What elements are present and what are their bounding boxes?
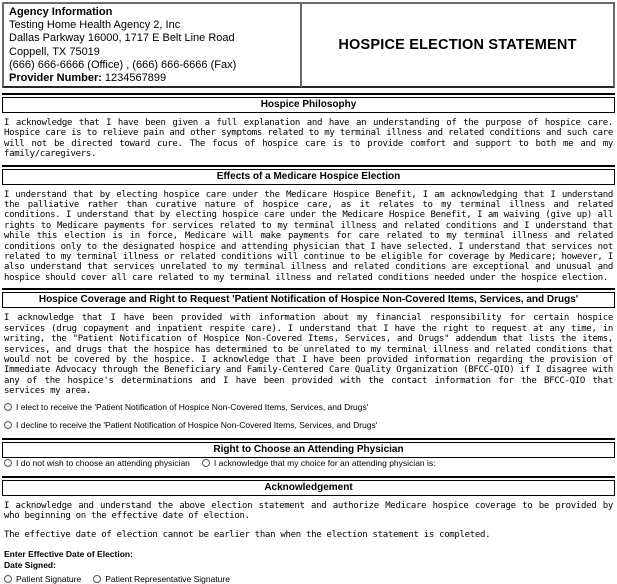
effective-date-label: Enter Effective Date of Election: <box>4 548 133 559</box>
radio-elect-addendum[interactable] <box>4 403 12 411</box>
radio-elect-addendum-label[interactable]: I elect to receive the 'Patient Notification of Hospice Non-Covered Items, Services, and Drugs' <box>16 401 369 412</box>
date-signed-label: Date Signed: <box>4 560 56 571</box>
provider-number-label: Provider Number: <box>9 72 102 85</box>
radio-no-attending-physician-label[interactable]: I do not wish to choose an attending physician <box>16 457 190 468</box>
radio-patient-representative-signature[interactable] <box>93 575 101 583</box>
signature-footer <box>4 549 613 584</box>
section-header-acknowledgement: Acknowledgement <box>2 480 615 496</box>
section-body-coverage-right-to-request: I acknowledge that I have been provided with information about my financial responsibility for certain hospice services (drug copayment and inpatient respite care). I understand that I have the right to request at any time, in writing, the "Patient Notification of Hospice Non-Covered Items, Services, and Drugs" addendum that lists the items, services, and drugs that the hospice has determined to be unrelated to my terminal illness and related conditions that would not be covered by the hospice. I acknowledge that I have been provided information regarding the provision of Immediate Advocacy through the Beneficiary and Family-Centered Care Quality Organization (BFCC-QIO) if I disagree with any of the hospice's determinations and I have been provided with the contact information for the BFCC-QIO that services my area. <box>4 313 613 397</box>
radio-patient-representative-signature-label[interactable]: Patient Representative Signature <box>105 573 230 584</box>
radio-patient-signature[interactable] <box>4 575 12 583</box>
section-divider <box>2 438 615 440</box>
radio-acknowledge-physician-choice-label[interactable]: I acknowledge that my choice for an attending physician is: <box>213 457 436 468</box>
attending-physician-options-row <box>4 458 613 468</box>
provider-number-value: 1234567899 <box>104 72 167 85</box>
agency-provider-number <box>9 72 295 85</box>
agency-information-box <box>2 2 302 88</box>
agency-address-line2: Coppell, TX 75019 <box>9 45 100 58</box>
page-title: HOSPICE ELECTION STATEMENT <box>338 37 577 53</box>
agency-address-line1: Dallas Parkway 16000, 1717 E Belt Line Road <box>9 32 235 45</box>
radio-no-attending-physician[interactable] <box>4 459 12 467</box>
section-divider <box>2 165 615 167</box>
document-header <box>2 2 615 88</box>
section-divider <box>2 288 615 290</box>
section-header-effects-of-election: Effects of a Medicare Hospice Election <box>2 169 615 185</box>
radio-acknowledge-physician-choice[interactable] <box>202 459 210 467</box>
section-body-acknowledgement <box>2 496 615 546</box>
no-attending-physician-option[interactable] <box>4 458 190 468</box>
section-body-hospice-philosophy: I acknowledge that I have been given a full explanation and have an understanding of the purpose of hospice care. Hospice care is to relieve pain and other symptoms related to my terminal illness and related conditions and such care will not be directed toward cure. The focus of hospice care is to provide comfort and support to both me and my family/caregivers. <box>4 118 613 160</box>
agency-phone-fax: (666) 666-6666 (Office) , (666) 666-6666 (Fax) <box>9 58 237 71</box>
radio-decline-addendum-label[interactable]: I decline to receive the 'Patient Notification of Hospice Non-Covered Items, Services, and Drugs' <box>16 419 378 430</box>
acknowledgement-paragraph-2: The effective date of election cannot be earlier than when the election statement is completed. <box>4 530 491 541</box>
patient-signature-option[interactable] <box>4 574 81 584</box>
patient-representative-signature-option[interactable] <box>93 574 230 584</box>
acknowledge-physician-choice-option[interactable] <box>202 458 436 468</box>
agency-name: Testing Home Health Agency 2, Inc <box>9 19 181 32</box>
section-header-right-to-choose-physician: Right to Choose an Attending Physician <box>2 442 615 458</box>
document-title-box <box>302 2 615 88</box>
section-header-coverage-right-to-request: Hospice Coverage and Right to Request 'Patient Notification of Hospice Non-Covered Items, Services, and Drugs' <box>2 292 615 308</box>
decline-addendum-option-row[interactable] <box>4 420 613 430</box>
agency-information-heading: Agency Information <box>9 6 113 18</box>
signature-type-options-row <box>4 574 613 584</box>
hospice-election-statement-document <box>0 2 617 584</box>
section-body-effects-of-election: I understand that by electing hospice care under the Medicare Hospice Benefit, I am acknowledging that I understand the palliative rather than curative nature of hospice care, as it relates to my terminal illness and related conditions. I understand that by electing hospice care under the Medicare Hospice Benefit, I am waiving (give up) all rights to Medicare payments for services related to my terminal illness and related conditions and I understand that while this election is in force, Medicare will make payments for care related to my terminal illness and related conditions only to the designated hospice and attending physician that I have selected. I understand that services not related to my terminal illness or related conditions will continue to be eligible for coverage by Medicare; however, I also understand that services unrelated to my terminal illness and related conditions are exceptional and unusual and hospice should cover all care related to my terminal illness and related conditions needed under the hospice election. <box>4 189 613 283</box>
acknowledgement-paragraph-1: I acknowledge and understand the above election statement and authorize Medicare hospice coverage to be provided by who beginning on the effective date of election. <box>4 500 613 521</box>
section-divider <box>2 476 615 478</box>
elect-addendum-option-row[interactable] <box>4 402 613 412</box>
radio-decline-addendum[interactable] <box>4 421 12 429</box>
radio-patient-signature-label[interactable]: Patient Signature <box>16 573 82 584</box>
section-divider <box>2 93 615 95</box>
section-header-hospice-philosophy: Hospice Philosophy <box>2 97 615 113</box>
